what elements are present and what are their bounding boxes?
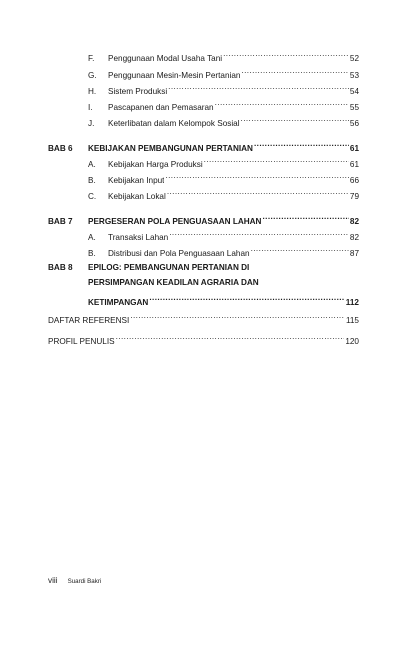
chapter-title-line2: PERSIMPANGAN KEADILAN AGRARIA DAN: [88, 278, 259, 287]
toc-chapter-6[interactable]: [48, 137, 359, 151]
toc-chapter-8-line1[interactable]: [48, 261, 359, 275]
toc-entry-letter: G.: [88, 71, 97, 80]
toc-entry-profil-penulis[interactable]: [48, 330, 359, 344]
toc-entry-letter: H.: [88, 87, 97, 96]
toc-entry-i[interactable]: [48, 96, 359, 110]
toc-entry-title: Kebijakan Lokal: [108, 192, 166, 201]
toc-entry-page: 82: [349, 233, 359, 242]
toc-entry-letter: C.: [88, 192, 97, 201]
leader-dots: [167, 185, 349, 199]
toc-entry-letter: A.: [88, 160, 96, 169]
leader-dots: [168, 80, 349, 94]
toc-entry-title: Sistem Produksi: [108, 87, 168, 96]
chapter-page: 82: [349, 217, 359, 226]
toc-entry-page: 52: [349, 54, 359, 63]
chapter-page: 112: [345, 298, 359, 307]
toc-chapter-8-line2: [48, 276, 359, 290]
toc-entry-page: 79: [349, 192, 359, 201]
toc-entry-g[interactable]: [48, 64, 359, 78]
toc-entry-page: 55: [349, 103, 359, 112]
toc-entry-6c[interactable]: [48, 185, 359, 199]
toc-entry-title: Pascapanen dan Pemasaran: [108, 103, 214, 112]
chapter-title-line3: KETIMPANGAN: [88, 298, 149, 307]
toc-entry-7a[interactable]: [48, 226, 359, 240]
toc-entry-letter: J.: [88, 119, 95, 128]
toc-entry-page: 56: [349, 119, 359, 128]
leader-dots: [116, 330, 345, 344]
leader-dots: [241, 64, 348, 78]
toc-entry-letter: B.: [88, 176, 96, 185]
toc-entry-title: Penggunaan Mesin-Mesin Pertanian: [108, 71, 241, 80]
toc-entry-f[interactable]: [48, 47, 359, 61]
toc-entry-title: Keterlibatan dalam Kelompok Sosial: [108, 119, 240, 128]
toc-entry-letter: A.: [88, 233, 96, 242]
leader-dots: [223, 47, 349, 61]
leader-dots: [204, 153, 349, 167]
chapter-label: BAB 7: [48, 217, 73, 226]
toc-entry-daftar-referensi[interactable]: [48, 309, 359, 323]
toc-entry-h[interactable]: [48, 80, 359, 94]
chapter-page: 61: [349, 144, 359, 153]
toc-entry-page: 53: [349, 71, 359, 80]
chapter-title-line1: EPILOG: PEMBANGUNAN PERTANIAN DI: [88, 263, 250, 272]
toc-entry-title: Distribusi dan Pola Penguasaan Lahan: [108, 249, 250, 258]
leader-dots: [241, 112, 349, 126]
toc-entry-page: 87: [349, 249, 359, 258]
leader-dots: [254, 137, 349, 151]
toc-entry-letter: F.: [88, 54, 95, 63]
toc-chapter-7[interactable]: [48, 210, 359, 224]
toc-entry-title: Penggunaan Modal Usaha Tani: [108, 54, 223, 63]
leader-dots: [251, 242, 349, 256]
toc-entry-title: Kebijakan Input: [108, 176, 165, 185]
page-number: viii: [48, 576, 58, 585]
toc-entry-j[interactable]: [48, 112, 359, 126]
chapter-label: BAB 6: [48, 144, 73, 153]
toc-entry-title: DAFTAR REFERENSI: [48, 316, 130, 325]
toc-entry-7b[interactable]: [48, 242, 359, 256]
toc-entry-title: PROFIL PENULIS: [48, 337, 115, 346]
toc-entry-page: 66: [349, 176, 359, 185]
toc-entry-6a[interactable]: [48, 153, 359, 167]
toc-entry-page: 61: [349, 160, 359, 169]
chapter-label: BAB 8: [48, 263, 73, 272]
toc-entry-letter: I.: [88, 103, 93, 112]
toc-entry-6b[interactable]: [48, 169, 359, 183]
leader-dots: [215, 96, 349, 110]
toc-entry-title: Transaksi Lahan: [108, 233, 169, 242]
leader-dots: [169, 226, 349, 240]
chapter-title: PERGESERAN POLA PENGUASAAN LAHAN: [88, 217, 262, 226]
leader-dots: [130, 309, 345, 323]
toc-entry-page: 54: [349, 87, 359, 96]
toc-entry-title: Kebijakan Harga Produksi: [108, 160, 203, 169]
leader-dots: [262, 210, 348, 224]
toc-entry-letter: B.: [88, 249, 96, 258]
page-footer: [48, 576, 101, 585]
toc-entry-page: 115: [345, 316, 359, 325]
chapter-title: KEBIJAKAN PEMBANGUNAN PERTANIAN: [88, 144, 253, 153]
running-author: Suardi Bakri: [67, 578, 102, 585]
leader-dots: [149, 291, 344, 305]
toc-entry-page: 120: [345, 337, 359, 346]
toc-chapter-8-line3[interactable]: [48, 291, 359, 305]
leader-dots: [165, 169, 348, 183]
